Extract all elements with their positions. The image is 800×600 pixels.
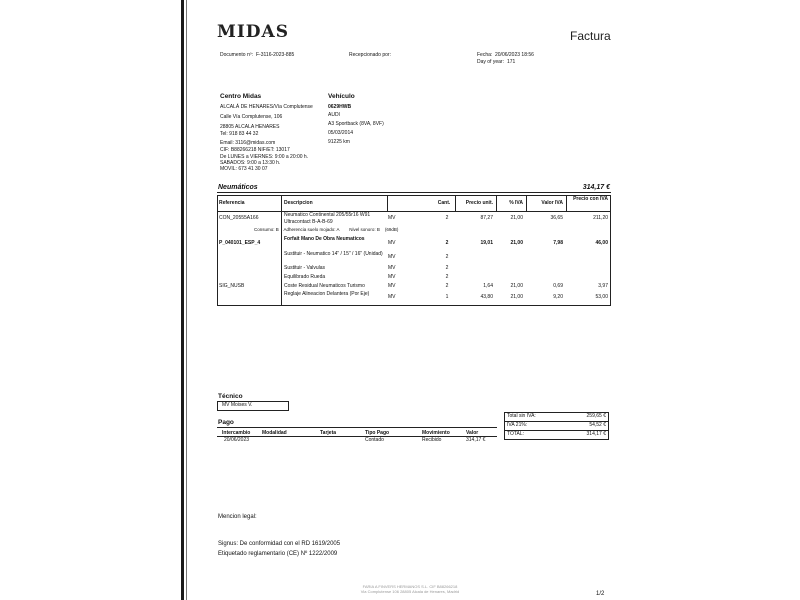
row-mv: MV bbox=[388, 215, 396, 221]
etiquetado-note: Etiquetado reglamentario (CE) Nº 1222/2009 bbox=[218, 551, 338, 557]
centro-hours-weekday: De LUNES a VIERNES: 9:00 a 20:00 h. bbox=[220, 154, 309, 160]
legal-footer-line: FARIA A FINVERS HERMANOS S.L. CIF B88266218 bbox=[362, 584, 458, 589]
vehiculo-line: AUDI bbox=[328, 112, 340, 118]
row-cant: 2 bbox=[445, 240, 449, 246]
section-title: Neumáticos bbox=[218, 184, 258, 191]
pago-th-modalidad: Modalidad bbox=[262, 430, 287, 436]
document-title: Factura bbox=[570, 29, 611, 43]
fecha-label: Fecha: bbox=[477, 52, 493, 58]
tecnico-title: Técnico bbox=[218, 393, 243, 400]
row-valor-iva: 36,65 bbox=[550, 215, 563, 221]
centro-line: ALCALÁ DE HENARES/Vía Complutense bbox=[220, 104, 313, 110]
pago-th-movimiento: Movimiento bbox=[422, 430, 450, 436]
iva-value: 54,52 € bbox=[589, 422, 606, 428]
documento-value: F-3116-2023-885 bbox=[256, 52, 295, 58]
section-total: 314,17 € bbox=[582, 184, 610, 191]
row-pct-iva: 21,00 bbox=[510, 283, 523, 289]
row-mv: MV bbox=[388, 274, 396, 280]
iva-label: IVA 21%: bbox=[507, 422, 528, 428]
centro-title: Centro Midas bbox=[220, 93, 262, 100]
pago-valor: 314,17 € bbox=[466, 437, 486, 443]
row-tyre-label: Consumo: B Adherencia suelo mojado: A Nivel sonoro: B (69dB) bbox=[254, 227, 399, 232]
centro-line: 28805 ALCALA HENARES bbox=[220, 124, 280, 130]
centro-hours-saturday: SABADOS: 9:00 a 13:30 h. bbox=[220, 160, 281, 166]
documento-label: Documento nº: bbox=[220, 52, 253, 58]
row-pct-iva: 21,00 bbox=[510, 294, 523, 300]
col-divider bbox=[566, 195, 567, 211]
pago-rule bbox=[217, 427, 497, 428]
pago-th-intercambio: Intercambio bbox=[222, 430, 251, 436]
row-cant: 2 bbox=[445, 283, 449, 289]
day-label: Day of year: bbox=[477, 59, 504, 65]
row-total: 53,00 bbox=[595, 294, 608, 300]
row-valor-iva: 0,69 bbox=[553, 283, 563, 289]
row-total: 3,97 bbox=[598, 283, 608, 289]
row-total: 46,00 bbox=[595, 240, 608, 246]
row-valor-iva: 9,20 bbox=[553, 294, 563, 300]
total-sin-iva-value: 259,65 € bbox=[586, 413, 606, 419]
row-desc: Reglaje Alineacion Delantera (Por Eje) bbox=[284, 291, 370, 297]
row-desc: Neumatico Continental 205/55r16 W91 Ultracontact B-A-B-69 bbox=[284, 212, 371, 225]
pago-th-valor: Valor bbox=[466, 430, 479, 436]
row-desc: Coste Residual Neumaticos Turismo bbox=[284, 283, 365, 289]
total-sin-iva-label: Total sin IVA: bbox=[507, 413, 536, 419]
row-pct-iva: 21,00 bbox=[510, 215, 523, 221]
row-precio-unit: 87,27 bbox=[480, 215, 493, 221]
row-cant: 2 bbox=[445, 215, 449, 221]
row-cant: 2 bbox=[445, 274, 449, 280]
vehiculo-details bbox=[328, 112, 438, 146]
row-cant: 1 bbox=[445, 294, 449, 300]
row-desc: Equilibrado Rueda bbox=[284, 274, 326, 280]
centro-email: Email: 3116@midas.com bbox=[220, 140, 276, 146]
scan-edge-shadow bbox=[186, 0, 187, 600]
centro-line: Calle Vía Complutense, 106 bbox=[220, 114, 283, 120]
th-descripcion: Descripcion bbox=[284, 200, 313, 206]
col-divider bbox=[387, 195, 388, 211]
pago-title: Pago bbox=[218, 419, 234, 426]
row-desc: Forfait Mano De Obra Neumaticos bbox=[284, 236, 365, 242]
scan-edge bbox=[181, 0, 184, 600]
vehiculo-line: 91225 km bbox=[328, 139, 350, 145]
signus-note: Signus: De conformidad con el RD 1619/2005 bbox=[218, 541, 341, 547]
th-precio-unit: Precio unit. bbox=[465, 200, 493, 206]
day-value: 171 bbox=[507, 59, 516, 65]
row-mv: MV bbox=[388, 265, 396, 271]
row-valor-iva: 7,98 bbox=[553, 240, 563, 246]
pago-header-rule bbox=[217, 436, 497, 437]
row-mv: MV bbox=[388, 254, 396, 260]
th-valor-iva: Valor IVA bbox=[541, 200, 563, 206]
row-precio-unit: 43,80 bbox=[480, 294, 493, 300]
vehiculo-line: A3 Sportback (8VA, 8VF) bbox=[328, 121, 384, 127]
row-desc: Sustituir - Neumatico 14" / 15" / 16" (Unidad) bbox=[284, 251, 383, 257]
pago-th-tarjeta: Tarjeta bbox=[320, 430, 337, 436]
th-precio-con-iva: Precio con IVA bbox=[573, 196, 608, 202]
pago-tipo: Contado bbox=[365, 437, 384, 443]
pago-fecha: 20/06/2023 bbox=[224, 437, 250, 443]
mencion-legal: Mencion legal: bbox=[218, 514, 257, 520]
row-ref: CON_20555A166 bbox=[219, 215, 259, 221]
row-ref: SIG_NUSB bbox=[219, 283, 245, 289]
row-mv: MV bbox=[388, 294, 396, 300]
tecnico-name: MV Moises V. bbox=[222, 402, 253, 408]
centro-address bbox=[220, 104, 330, 172]
row-total: 211,20 bbox=[593, 215, 608, 221]
row-mv: MV bbox=[388, 240, 396, 246]
legal-footer-line: Via Complutense 106 28805 Alcala de Henares, Madrid bbox=[360, 589, 460, 594]
pago-th-tipo-pago: Tipo Pago bbox=[365, 430, 390, 436]
vehiculo-line: 05/03/2014 bbox=[328, 130, 354, 136]
table-header-rule bbox=[217, 211, 611, 212]
col-divider bbox=[281, 195, 282, 306]
centro-cif: CIF: B88266218 NIF/ET: 13017 bbox=[220, 147, 290, 153]
centro-mobile: MOVIL: 673 41 30 07 bbox=[220, 166, 268, 172]
vehiculo-title: Vehículo bbox=[328, 93, 355, 100]
row-pct-iva: 21,00 bbox=[510, 240, 523, 246]
vehiculo-plate: 0629HWB bbox=[328, 104, 352, 110]
pago-movimiento: Recibido bbox=[422, 437, 442, 443]
section-rule bbox=[217, 192, 611, 193]
recepcionado-label: Recepcionado por: bbox=[349, 52, 391, 58]
fecha-value: 20/06/2023 18:56 bbox=[495, 52, 534, 58]
page-number: 1/2 bbox=[596, 591, 605, 597]
total-value: 314,17 € bbox=[586, 431, 606, 437]
row-precio-unit: 1,64 bbox=[483, 283, 493, 289]
th-cant: Cant. bbox=[437, 200, 451, 206]
row-desc: Sustituir - Valvulas bbox=[284, 265, 326, 271]
th-pct-iva: % IVA bbox=[509, 200, 523, 206]
row-mv: MV bbox=[388, 283, 396, 289]
midas-logo: MIDAS bbox=[217, 22, 289, 42]
row-ref: P_040101_ESP_4 bbox=[219, 240, 261, 246]
row-cant: 2 bbox=[445, 265, 449, 271]
total-label: TOTAL: bbox=[507, 431, 525, 437]
row-cant: 2 bbox=[445, 254, 449, 260]
centro-phone: Tel: 918 83 44 32 bbox=[220, 131, 259, 137]
row-precio-unit: 19,01 bbox=[480, 240, 493, 246]
th-referencia: Referencia bbox=[219, 200, 245, 206]
